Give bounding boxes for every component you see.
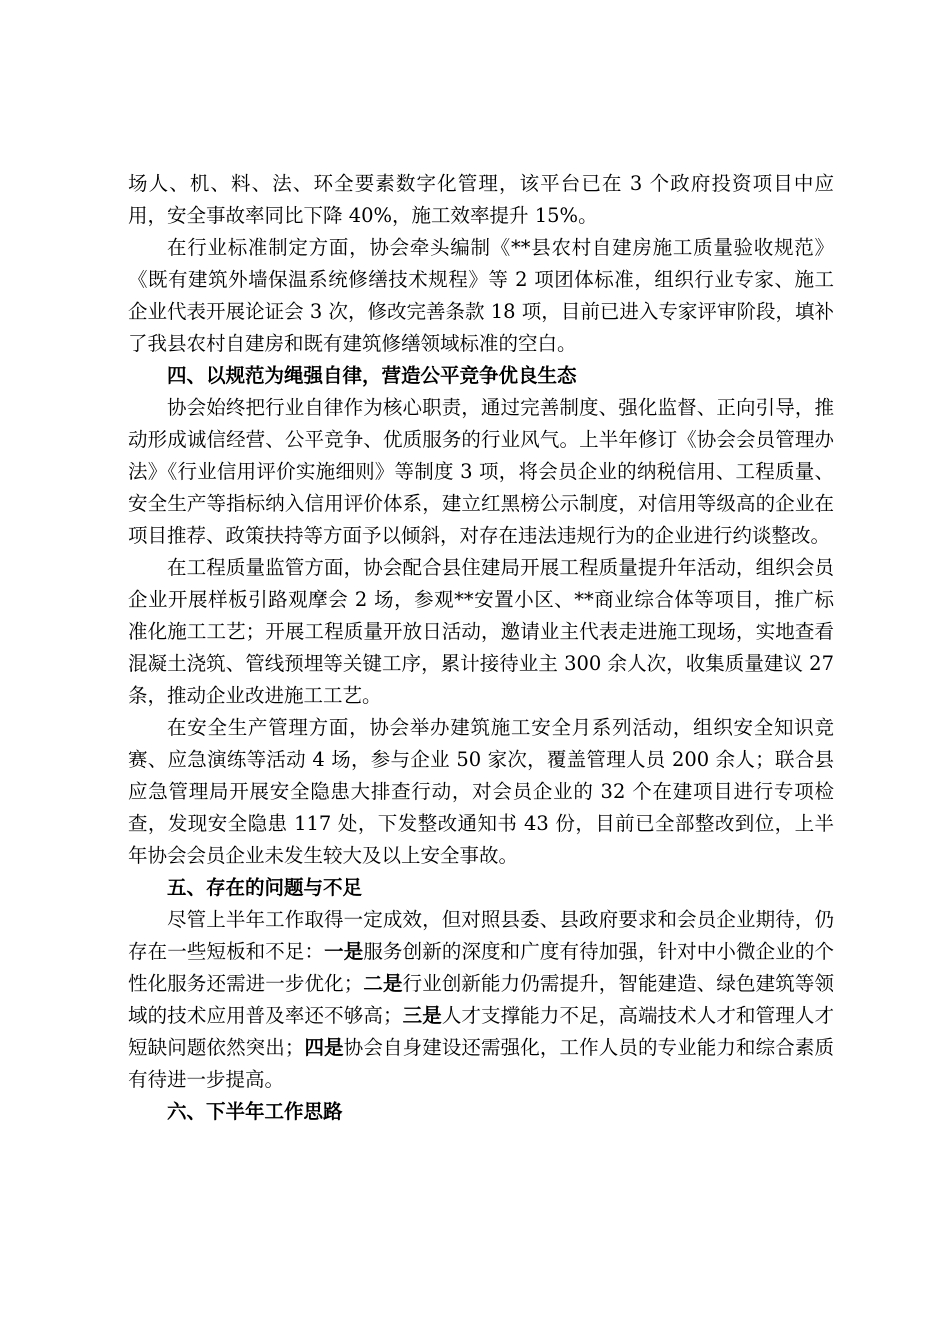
problem-4-text: 协会自身建设还需强化，工作人员的专业能力和综合素质有待进一步提高。 <box>128 1036 834 1091</box>
section-heading-5: 五、存在的问题与不足 <box>167 876 363 899</box>
paragraph-industry-standards: 在行业标准制定方面，协会牵头编制《**县农村自建房施工质量验收规范》《既有建筑外墙保温系统修缮技术规程》等 2 项团体标准，组织行业专家、施工企业代表开展论证会 3 次，修改完善条款 18 项，目前已进入专家评审阶段，填补了我县农村自建房和既有建筑修缮领域标准的空白。 <box>128 236 834 355</box>
problem-3-label: 三是 <box>402 1004 442 1027</box>
section-heading-6: 六、下半年工作思路 <box>167 1100 343 1123</box>
paragraph-safety-management: 在安全生产管理方面，协会举办建筑施工安全月系列活动，组织安全知识竞赛、应急演练等活动 4 场，参与企业 50 家次，覆盖管理人员 200 余人；联合县应急管理局开展安全隐患大排查行动，对会员企业的 32 个在建项目进行专项检查，发现安全隐患 117 处，下发整改通知书 43 份，目前已全部整改到位，上半年协会会员企业未发生较大及以上安全事故。 <box>128 716 834 867</box>
problem-4-label: 四是 <box>304 1036 344 1059</box>
problem-1-label: 一是 <box>324 940 364 963</box>
problem-3-text: 人才支撑能力不足，高端技术人才和管理人才短缺问题依然突出； <box>128 1004 834 1059</box>
paragraph-platform-results: 场人、机、料、法、环全要素数字化管理，该平台已在 3 个政府投资项目中应用，安全事故率同比下降 40%，施工效率提升 15%。 <box>128 172 834 227</box>
paragraph-problems <box>128 904 834 1096</box>
paragraph-self-discipline: 协会始终把行业自律作为核心职责，通过完善制度、强化监督、正向引导，推动形成诚信经营、公平竞争、优质服务的行业风气。上半年修订《协会会员管理办法》《行业信用评价实施细则》等制度 3 项，将会员企业的纳税信用、工程质量、安全生产等指标纳入信用评价体系，建立红黑榜公示制度，对信用等级高的企业在项目推荐、政策扶持等方面予以倾斜，对存在违法违规行为的企业进行约谈整改。 <box>128 396 834 547</box>
problem-2-text: 行业创新能力仍需提升，智能建造、绿色建筑等领域的技术应用普及率还不够高； <box>128 972 834 1027</box>
document-body <box>128 168 834 1128</box>
problem-1-text: 服务创新的深度和广度有待加强，针对中小微企业的个性化服务还需进一步优化； <box>128 940 834 995</box>
paragraph-quality-supervision: 在工程质量监管方面，协会配合县住建局开展工程质量提升年活动，组织会员企业开展样板引路观摩会 2 场，参观**安置小区、**商业综合体等项目，推广标准化施工工艺；开展工程质量开放日活动，邀请业主代表走进施工现场，实地查看混凝土浇筑、管线预埋等关键工序，累计接待业主 300 余人次，收集质量建议 27 条，推动企业改进施工工艺。 <box>128 556 834 707</box>
section-heading-4: 四、以规范为绳强自律，营造公平竞争优良生态 <box>167 364 577 387</box>
problem-2-label: 二是 <box>363 972 403 995</box>
problems-intro: 尽管上半年工作取得一定成效，但对照县委、县政府要求和会员企业期待，仍存在一些短板和不足： <box>128 908 834 963</box>
